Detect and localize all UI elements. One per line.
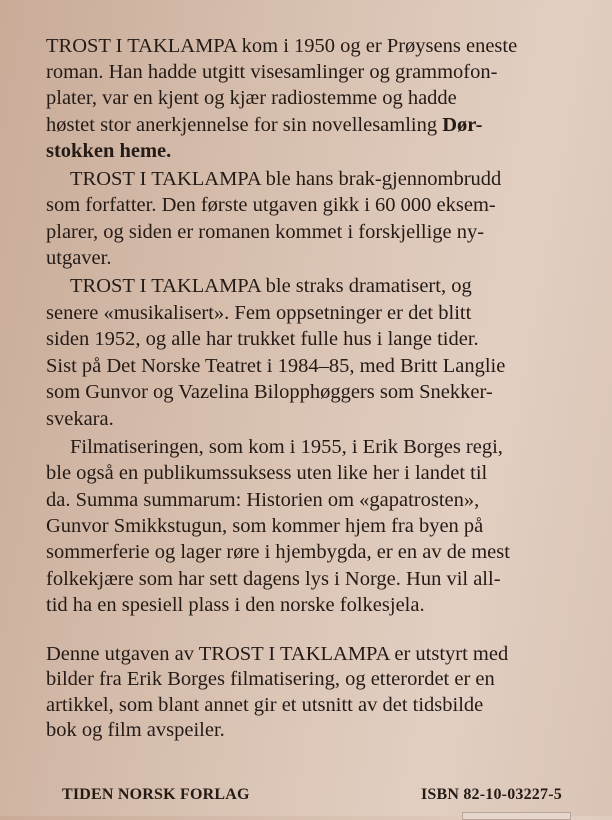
paragraph-4-line: Filmatiseringen, som kom i 1955, i Erik Borges regi, (70, 436, 503, 458)
paragraph-1-line: høstet stor anerkjennelse for sin novellesamling Dør- (46, 114, 483, 136)
paragraph-2-line: utgaver. (46, 247, 112, 270)
book-title-bold-line: stokken heme. (46, 140, 172, 162)
paragraph-5-line: bok og film avspeiler. (46, 718, 225, 741)
paragraph-3-line: siden 1952, og alle har trukket fulle hus i lange tider. (46, 328, 479, 351)
paragraph-4-line: sommerferie og lager røre i hjembygda, er en av de mest (46, 541, 510, 564)
paragraph-4-line: Gunvor Smikkstugun, som kommer hjem fra byen på (46, 514, 484, 537)
book-title-bold: Dør- (442, 114, 483, 136)
paragraph-4-line: tid ha en spesiell plass i den norske folkesjela. (46, 593, 425, 616)
paragraph-3-line: Sist på Det Norske Teatret i 1984–85, med Britt Langlie (46, 354, 506, 377)
paragraph-3-line: som Gunvor og Vazelina Bilopphøggers som Snekker- (46, 381, 493, 404)
paragraph-1-line: TROST I TAKLAMPA kom i 1950 og er Prøysens eneste (46, 35, 518, 57)
paragraph-3-line: senere «musikalisert». Fem oppsetninger er det blitt (46, 301, 472, 324)
paragraph-5-line: Denne utgaven av TROST I TAKLAMPA er utstyrt med (46, 643, 509, 665)
paragraph-5-line: bilder fra Erik Borges filmatisering, og etterordet er en (46, 668, 495, 691)
paragraph-4-line: ble også en publikumssuksess uten like her i landet til (46, 462, 488, 485)
paragraph-2-line: plarer, og siden er romanen kommet i forskjellige ny- (46, 220, 485, 243)
paragraph-3-line: svekara. (46, 408, 114, 430)
paragraph-4-line: da. Summa summarum: Historien om «gapatrosten», (46, 488, 480, 511)
paragraph-3-line: TROST I TAKLAMPA ble straks dramatisert, og (70, 275, 472, 297)
paragraph-5-line: artikkel, som blant annet gir et utsnitt av det tidsbilde (46, 693, 484, 716)
paragraph-2-line: TROST I TAKLAMPA ble hans brak-gjennombrudd (70, 168, 502, 190)
paragraph-4-line: folkekjære som har sett dagens lys i Norge. Hun vil all- (46, 567, 501, 590)
paragraph-1-line: plater, var en kjent og kjær radiostemme og hadde (46, 87, 457, 109)
publisher-name: TIDEN NORSK FORLAG (62, 786, 250, 803)
isbn: ISBN 82-10-03227-5 (421, 786, 562, 803)
paragraph-2-line: som forfatter. Den første utgaven gikk i 60 000 eksem- (46, 194, 496, 217)
paragraph-1-line: roman. Han hadde utgitt visesamlinger og grammofon- (46, 61, 498, 83)
price-sticker (462, 812, 571, 820)
